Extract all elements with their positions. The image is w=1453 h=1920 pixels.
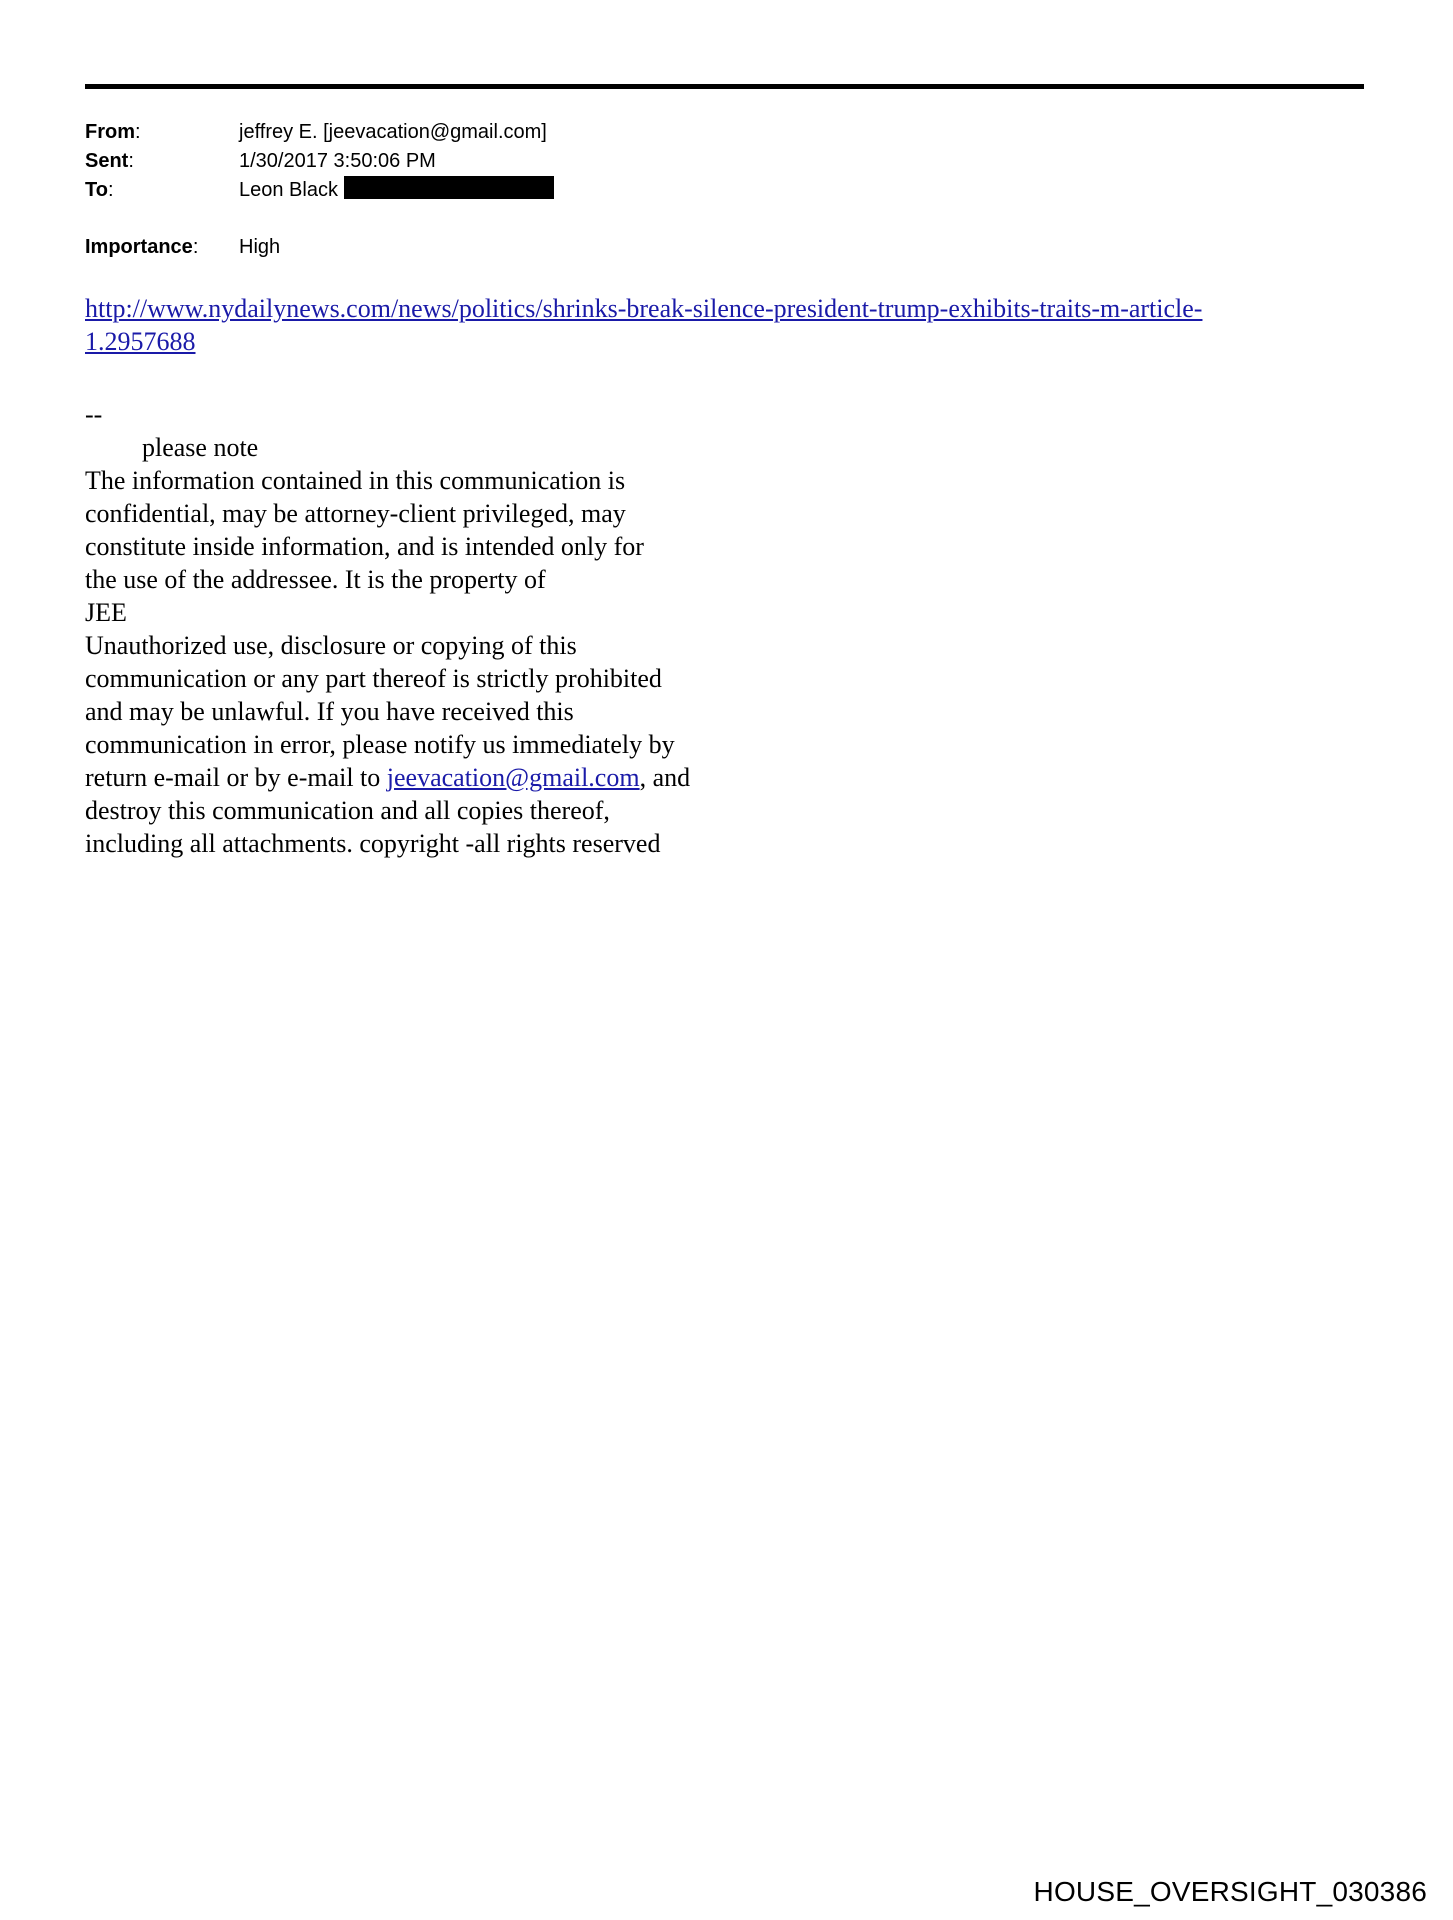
to-row (85, 176, 554, 205)
importance-colon: : (192, 236, 199, 258)
article-link[interactable] (85, 292, 1202, 358)
disclaimer-line: communication or any part thereof is strictly prohibited (85, 664, 662, 693)
disclaimer-line-email (85, 761, 785, 794)
from-row (85, 118, 554, 147)
disclaimer-line: constitute inside information, and is intended only for (85, 532, 644, 561)
disclaimer-line: the use of the addressee. It is the property of (85, 565, 546, 594)
importance-value: High (239, 236, 281, 258)
disclaimer-line: confidential, may be attorney-client privileged, may (85, 499, 626, 528)
importance-row (85, 233, 554, 262)
sent-label: Sent (85, 150, 129, 172)
importance-label: Importance (85, 236, 193, 258)
redaction-bar (344, 176, 554, 199)
from-label: From (85, 121, 135, 143)
email-link[interactable]: jeevacation@gmail.com (386, 763, 640, 792)
please-note: please note (142, 433, 259, 462)
email-body (85, 292, 1202, 860)
from-value: jeffrey E. [jeevacation@gmail.com] (239, 121, 547, 143)
to-value: Leon Black (239, 179, 338, 201)
disclaimer-line: destroy this communication and all copies thereof, (85, 796, 610, 825)
sent-row (85, 147, 554, 176)
disclaimer-line: JEE (85, 598, 127, 627)
disclaimer-line: including all attachments. copyright -all rights reserved (85, 829, 661, 858)
signature-separator: -- (85, 400, 103, 429)
email-header (85, 118, 554, 262)
document-id: HOUSE_OVERSIGHT_030386 (1033, 1876, 1427, 1907)
article-link-line-1: http://www.nydailynews.com/news/politics/shrinks-break-silence-president-trump-exhibits-traits-m-article- (85, 294, 1203, 323)
disclaimer-line: and may be unlawful. If you have received this (85, 697, 574, 726)
article-link-line-2: 1.2957688 (85, 327, 196, 356)
disclaimer-line: The information contained in this communication is (85, 466, 626, 495)
return-prefix: return e-mail or by e-mail to (85, 763, 387, 792)
disclaimer-line: communication in error, please notify us immediately by (85, 730, 675, 759)
to-label: To (85, 179, 108, 201)
return-suffix: , and (639, 763, 691, 792)
confidentiality-disclaimer (85, 464, 785, 860)
sent-value: 1/30/2017 3:50:06 PM (239, 150, 436, 172)
to-colon: : (107, 179, 114, 201)
from-colon: : (135, 121, 141, 143)
sent-colon: : (128, 150, 134, 172)
disclaimer-line: Unauthorized use, disclosure or copying of this (85, 631, 577, 660)
header-rule (85, 84, 1364, 89)
